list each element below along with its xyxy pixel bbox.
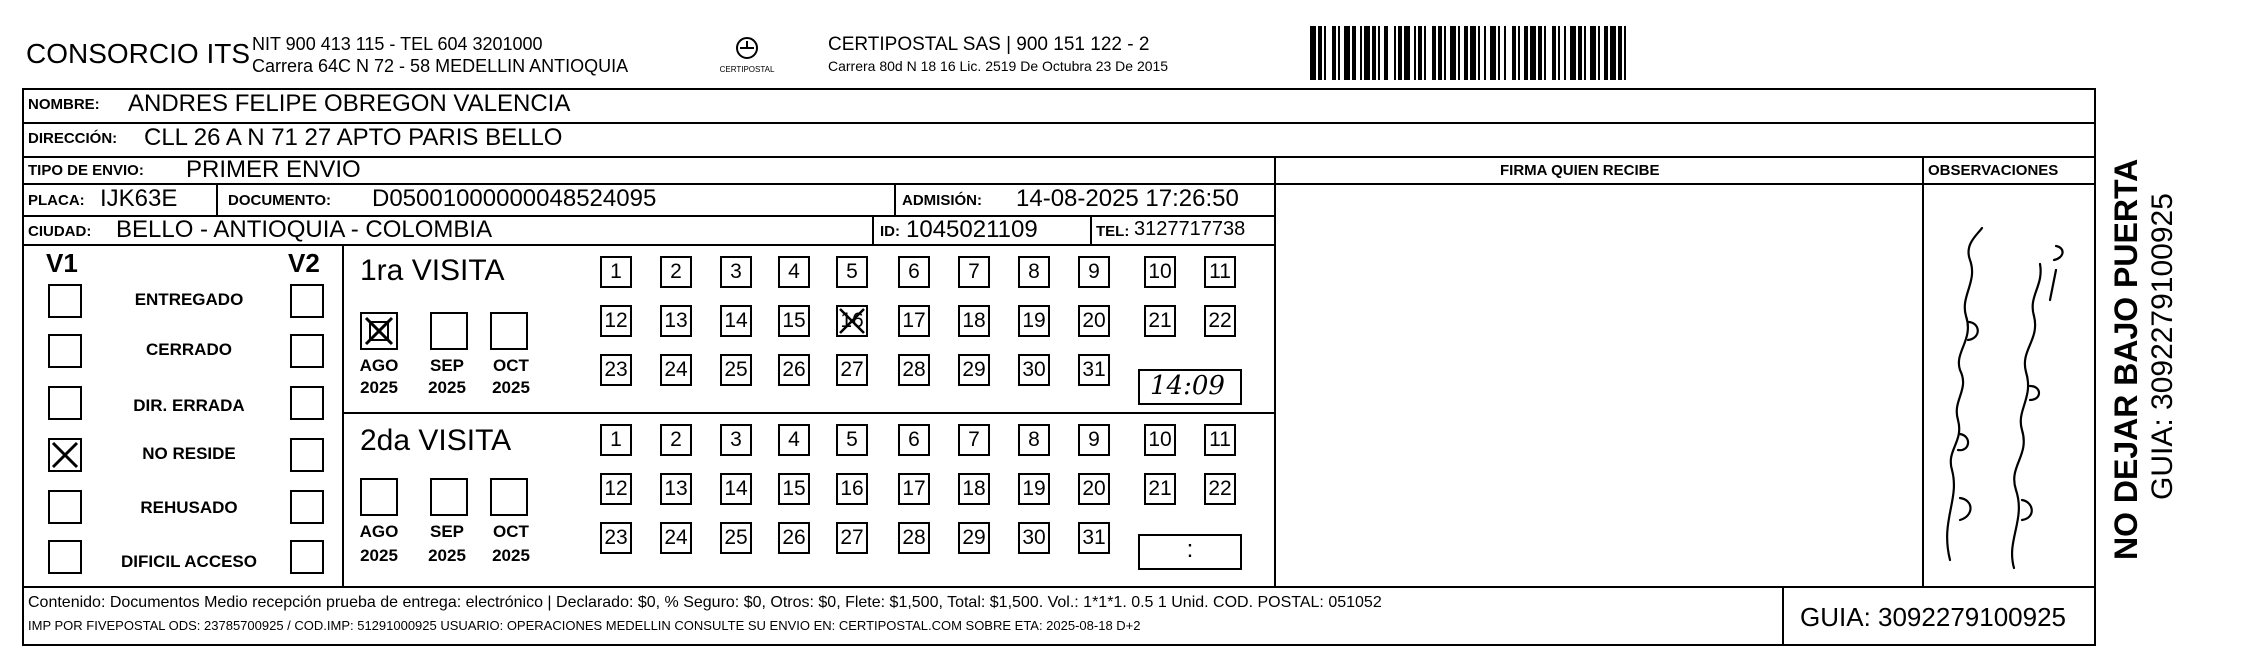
first-visit-day-27[interactable]: 27: [836, 354, 868, 386]
second-visit-day-9[interactable]: 9: [1078, 424, 1110, 456]
first-visit-day-13[interactable]: 13: [660, 305, 692, 337]
admision-label: ADMISIÓN:: [902, 192, 982, 209]
first-visit-day-12[interactable]: 12: [600, 305, 632, 337]
v2-label: V2: [288, 248, 320, 278]
second-visit-day-14[interactable]: 14: [720, 473, 752, 505]
placa-label: PLACA:: [28, 192, 85, 209]
first-visit-day-3[interactable]: 3: [720, 256, 752, 288]
first-visit-day-5[interactable]: 5: [836, 256, 868, 288]
direccion-value: CLL 26 A N 71 27 APTO PARIS BELLO: [144, 124, 563, 151]
first-visit-ago-box[interactable]: [360, 312, 398, 350]
v2-rehusado-checkbox[interactable]: [290, 490, 324, 524]
first-visit-day-18[interactable]: 18: [958, 305, 990, 337]
second-visit-day-17[interactable]: 17: [898, 473, 930, 505]
second-visit-ago-box[interactable]: [360, 478, 398, 516]
first-visit-day-29[interactable]: 29: [958, 354, 990, 386]
reason-dir-errada: DIR. ERRADA: [133, 396, 245, 415]
reason-dificil-acceso: DIFICIL ACCESO: [120, 552, 257, 571]
second-visit-day-1[interactable]: 1: [600, 424, 632, 456]
second-visit-day-4[interactable]: 4: [778, 424, 810, 456]
second-visit-day-13[interactable]: 13: [660, 473, 692, 505]
v1-cerrado-checkbox[interactable]: [48, 334, 82, 368]
first-visit-day-6[interactable]: 6: [898, 256, 930, 288]
second-visit-day-21[interactable]: 21: [1144, 473, 1176, 505]
first-visit-sep-box[interactable]: [430, 312, 468, 350]
second-visit-day-8[interactable]: 8: [1018, 424, 1050, 456]
second-visit-day-2[interactable]: 2: [660, 424, 692, 456]
id-label: ID:: [880, 223, 900, 240]
month-sep-2: SEP: [429, 522, 465, 541]
v1-dir-errada-checkbox[interactable]: [48, 386, 82, 420]
second-visit-day-3[interactable]: 3: [720, 424, 752, 456]
first-visit-day-1[interactable]: 1: [600, 256, 632, 288]
second-visit-day-12[interactable]: 12: [600, 473, 632, 505]
month-oct: OCT: [493, 356, 529, 375]
tel-value: 3127717738: [1134, 218, 1246, 240]
first-visit-day-20[interactable]: 20: [1078, 305, 1110, 337]
second-visit-day-16[interactable]: 16: [836, 473, 868, 505]
documento-label: DOCUMENTO:: [228, 192, 332, 209]
month-ago: AGO: [359, 356, 399, 375]
first-visit-day-28[interactable]: 28: [898, 354, 930, 386]
nombre-value: ANDRES FELIPE OBREGON VALENCIA: [128, 90, 571, 117]
second-visit-day-10[interactable]: 10: [1144, 424, 1176, 456]
tel-label: TEL:: [1096, 223, 1130, 240]
second-visit-day-30[interactable]: 30: [1018, 522, 1050, 554]
year-ago-2: 2025: [360, 546, 398, 565]
second-visit-oct-box[interactable]: [490, 478, 528, 516]
firma-header: FIRMA QUIEN RECIBE: [1500, 162, 1660, 179]
v1-dificil-acceso-checkbox[interactable]: [48, 540, 82, 574]
second-visit-day-24[interactable]: 24: [660, 522, 692, 554]
nombre-label: NOMBRE:: [28, 96, 100, 113]
first-visit-day-8[interactable]: 8: [1018, 256, 1050, 288]
first-visit-day-10[interactable]: 10: [1144, 256, 1176, 288]
v2-cerrado-checkbox[interactable]: [290, 334, 324, 368]
second-visit-day-26[interactable]: 26: [778, 522, 810, 554]
side-guia: GUIA: 3092279100925: [2146, 193, 2179, 500]
first-visit-day-26[interactable]: 26: [778, 354, 810, 386]
first-visit-time-box[interactable]: [1138, 369, 1242, 405]
first-visit-day-24[interactable]: 24: [660, 354, 692, 386]
first-visit-day-11[interactable]: 11: [1204, 256, 1236, 288]
ciudad-value: BELLO - ANTIOQUIA - COLOMBIA: [116, 216, 493, 243]
v2-dir-errada-checkbox[interactable]: [290, 386, 324, 420]
check-x-icon: [362, 314, 396, 348]
v1-label: V1: [46, 248, 78, 278]
first-visit-day-16[interactable]: 16: [836, 305, 868, 337]
v2-entregado-checkbox[interactable]: [290, 284, 324, 318]
company-address: Carrera 64C N 72 - 58 MEDELLIN ANTIOQUIA: [252, 56, 629, 76]
id-value: 1045021109: [906, 216, 1038, 243]
first-visit-day-2[interactable]: 2: [660, 256, 692, 288]
second-visit-day-18[interactable]: 18: [958, 473, 990, 505]
second-visit-day-20[interactable]: 20: [1078, 473, 1110, 505]
check-x-icon: [50, 440, 80, 470]
second-visit-day-29[interactable]: 29: [958, 522, 990, 554]
reason-entregado: ENTREGADO: [134, 290, 244, 309]
placa-value: IJK63E: [100, 185, 178, 212]
reason-cerrado: CERRADO: [146, 340, 232, 359]
second-visit-sep-box[interactable]: [430, 478, 468, 516]
second-visit-time-placeholder: :: [1186, 536, 1194, 563]
first-visit-day-14[interactable]: 14: [720, 305, 752, 337]
first-visit-day-30[interactable]: 30: [1018, 354, 1050, 386]
second-visit-day-27[interactable]: 27: [836, 522, 868, 554]
carrier-address: Carrera 80d N 18 16 Lic. 2519 De Octubra 23 De 2015: [828, 58, 1169, 74]
reason-rehusado: REHUSADO: [140, 498, 238, 517]
month-ago-2: AGO: [359, 522, 399, 541]
first-visit-day-21[interactable]: 21: [1144, 305, 1176, 337]
v1-no-reside-checkbox[interactable]: [48, 438, 82, 472]
handwritten-observation: [1930, 220, 2080, 576]
first-visit-time-handwritten: 14:09: [1150, 371, 1225, 401]
second-visit-day-23[interactable]: 23: [600, 522, 632, 554]
year-ago: 2025: [360, 378, 398, 397]
second-visit-day-5[interactable]: 5: [836, 424, 868, 456]
second-visit-day-28[interactable]: 28: [898, 522, 930, 554]
month-sep: SEP: [429, 356, 465, 375]
observaciones-header: OBSERVACIONES: [1928, 162, 2059, 179]
second-visit-day-7[interactable]: 7: [958, 424, 990, 456]
direccion-label: DIRECCIÓN:: [28, 130, 118, 147]
second-visit-day-25[interactable]: 25: [720, 522, 752, 554]
company-name: CONSORCIO ITS: [26, 38, 251, 69]
v2-dificil-acceso-checkbox[interactable]: [290, 540, 324, 574]
first-visit-day-4[interactable]: 4: [778, 256, 810, 288]
year-oct-2: 2025: [492, 546, 530, 565]
v2-no-reside-checkbox[interactable]: [290, 438, 324, 472]
v1-entregado-checkbox[interactable]: [48, 284, 82, 318]
month-oct-2: OCT: [493, 522, 529, 541]
year-sep-2: 2025: [428, 546, 466, 565]
footer-content-line: Contenido: Documentos Medio recepción prueba de entrega: electrónico | Declarado: $0, % Seguro: $0, Otros: $0, Flete: $1,500, Total: $1,500. Vol.: 1*1*1. 0.5 1 Unid. COD. POSTAL: 051052: [28, 594, 1382, 611]
year-sep: 2025: [428, 378, 466, 397]
first-visit-day-7[interactable]: 7: [958, 256, 990, 288]
first-visit-day-31[interactable]: 31: [1078, 354, 1110, 386]
ciudad-label: CIUDAD:: [28, 223, 92, 240]
side-notice: NO DEJAR BAJO PUERTA: [2108, 158, 2144, 560]
admision-value: 14-08-2025 17:26:50: [1016, 185, 1239, 212]
second-visit-day-22[interactable]: 22: [1204, 473, 1236, 505]
v1-rehusado-checkbox[interactable]: [48, 490, 82, 524]
reason-no-reside: NO RESIDE: [142, 444, 236, 463]
first-visit-day-19[interactable]: 19: [1018, 305, 1050, 337]
company-nit-tel: NIT 900 413 115 - TEL 604 3201000: [252, 34, 543, 54]
second-visit-day-31[interactable]: 31: [1078, 522, 1110, 554]
first-visit-day-22[interactable]: 22: [1204, 305, 1236, 337]
second-visit-day-15[interactable]: 15: [778, 473, 810, 505]
second-visit-time-box[interactable]: [1138, 534, 1242, 570]
first-visit-day-25[interactable]: 25: [720, 354, 752, 386]
second-visit-title: 2da VISITA: [360, 424, 512, 457]
second-visit-day-6[interactable]: 6: [898, 424, 930, 456]
tipo-envio-label: TIPO DE ENVIO:: [28, 162, 144, 179]
first-visit-day-15[interactable]: 15: [778, 305, 810, 337]
first-visit-day-9[interactable]: 9: [1078, 256, 1110, 288]
carrier-name: CERTIPOSTAL SAS | 900 151 122 - 2: [828, 34, 1150, 55]
first-visit-title: 1ra VISITA: [360, 254, 505, 287]
footer-guia: GUIA: 3092279100925: [1800, 602, 2066, 632]
footer-imp-line: IMP POR FIVEPOSTAL ODS: 23785700925 / COD.IMP: 51291000925 USUARIO: OPERACIONES MEDELLIN CONSULTE SU ENVIO EN: CERTIPOSTAL.COM SOBRE ETA: 2025-08-18 D+2: [28, 618, 1141, 633]
first-visit-oct-box[interactable]: [490, 312, 528, 350]
documento-value: D05001000000048524095: [372, 185, 657, 212]
barcode: [1310, 26, 1906, 80]
first-visit-day-23[interactable]: 23: [600, 354, 632, 386]
tipo-envio-value: PRIMER ENVIO: [186, 156, 361, 183]
logo-text: CERTIPOSTAL: [719, 65, 775, 74]
first-visit-day-17[interactable]: 17: [898, 305, 930, 337]
second-visit-day-19[interactable]: 19: [1018, 473, 1050, 505]
year-oct: 2025: [492, 378, 530, 397]
certipostal-logo: [719, 34, 775, 76]
second-visit-day-11[interactable]: 11: [1204, 424, 1236, 456]
